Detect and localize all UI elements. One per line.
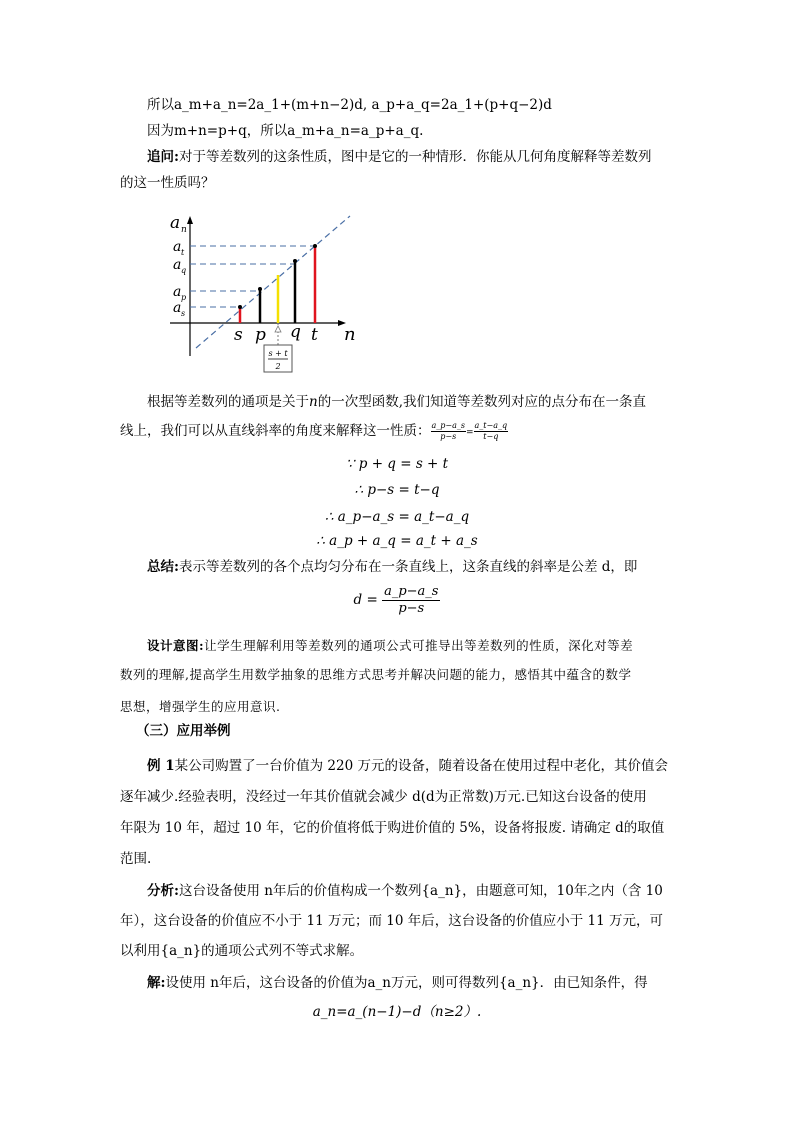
- example-label: 例 1: [147, 758, 175, 774]
- slope-frac-1: [431, 421, 466, 442]
- example-line-2: 逐年减少.经验表明，没经过一年其价值就会减少 d(d为正常数)万元.已知这台设备的使用: [120, 789, 647, 805]
- analysis-label: 分析:: [147, 883, 179, 899]
- point-s: [238, 305, 242, 309]
- explain-line-2: [120, 421, 680, 443]
- x-label-q: q: [290, 322, 301, 342]
- arithmetic-sequence-figure: [160, 210, 370, 375]
- formula-lhs: d =: [353, 592, 378, 608]
- sequence-line: [196, 216, 350, 348]
- solution-text-1: 设使用 n年后，这台设备的价值为a_n万元，则可得数列{a_n}．由已知条件，得: [165, 975, 648, 991]
- example-text-1: 某公司购置了一台价值为 220 万元的设备，随着设备在使用过程中老化，其价值会: [174, 758, 668, 774]
- design-text-1: 让学生理解利用等差数列的通项公式可推导出等差数列的性质，深化对等差: [204, 638, 634, 653]
- slope-num-1: a_p−a_s: [431, 421, 465, 430]
- example-line-3: 年限为 10 年，超过 10 年，它的价值将低于购进价值的 5%，设备将报废. 请确定 d的取值: [120, 820, 665, 836]
- question-line-1: [147, 147, 707, 167]
- solution-line-1: [147, 973, 707, 993]
- y-axis-title: a: [170, 213, 181, 233]
- point-t: [313, 244, 317, 248]
- midpoint-denominator: 2: [275, 362, 281, 371]
- solution-recurrence: a_n=a_(n−1)−d（n≥2）.: [312, 1004, 482, 1020]
- explain-text-b: 的一次型函数,我们知道等差数列对应的点分布在一条直: [317, 394, 646, 410]
- y-axis-arrow: [187, 216, 193, 224]
- analysis-line-1: [147, 881, 707, 901]
- question-text-1: 对于等差数列的这条性质，图中是它的一种情形．你能从几何角度解释等差数列: [178, 149, 652, 165]
- analysis-line-2: 年），这台设备的价值应不小于 11 万元；而 10 年后，这台设备的价值应小于 11 万元，可: [120, 913, 664, 929]
- slope-num-2: a_t−a_q: [474, 421, 508, 430]
- x-label-s: s: [234, 325, 243, 345]
- step-4: ∴ a_p + a_q = a_t + a_s: [316, 533, 478, 549]
- midpoint-numerator: s + t: [268, 349, 288, 358]
- label-at: a: [173, 239, 182, 255]
- analysis-text-1: 这台设备使用 n年后的价值构成一个数列{a_n}，由题意可知，10年之内（含 10: [178, 883, 663, 899]
- question-label: 追问:: [147, 149, 179, 165]
- step-1: ∵ p + q = s + t: [345, 456, 449, 472]
- label-aq-sub: q: [181, 266, 187, 275]
- slope-eq: =: [465, 428, 474, 438]
- slope-den-2: t−q: [483, 432, 499, 441]
- formula-num: a_p−a_s: [384, 584, 439, 599]
- design-label: 设计意图:: [147, 638, 205, 653]
- analysis-line-3: 以利用{a_n}的通项公式列不等式求解。: [120, 943, 364, 959]
- section-heading: （三）应用举例: [136, 723, 231, 739]
- summary-label: 总结:: [147, 559, 179, 575]
- step-2: ∴ p−s = t−q: [354, 482, 440, 498]
- label-as-sub: s: [181, 309, 186, 318]
- design-line-2: 数列的理解,提高学生用数学抽象的思维方式思考并解决问题的能力，感悟其中蕴含的数学: [120, 667, 632, 682]
- equal-sum-line: 因为m+n=p+q，所以a_m+a_n=a_p+a_q.: [147, 123, 424, 139]
- label-ap-sub: p: [181, 293, 187, 302]
- question-line-2: 的这一性质吗？: [120, 175, 215, 191]
- formula-frac: [382, 584, 440, 617]
- slope-den-1: p−s: [440, 432, 457, 441]
- x-label-p: p: [255, 325, 266, 345]
- mid-pointer-arrow: [275, 326, 281, 332]
- example-line-1: [147, 756, 707, 776]
- x-axis-title: n: [344, 324, 356, 345]
- label-as: a: [173, 300, 182, 316]
- explain-n: n: [309, 394, 318, 410]
- point-p: [258, 287, 262, 291]
- y-axis-title-sub: n: [181, 225, 187, 235]
- x-label-t: t: [311, 325, 318, 345]
- summary-line: [147, 557, 707, 577]
- label-ap: a: [173, 284, 182, 300]
- explain-line-1: [147, 392, 707, 412]
- point-q: [293, 259, 297, 263]
- summary-text: 表示等差数列的各个点均匀分布在一条直线上，这条直线的斜率是公差 d，即: [178, 559, 638, 575]
- slope-formula: [0, 584, 794, 617]
- slope-frac-2: [474, 421, 509, 442]
- step-3: ∴ a_p−a_s = a_t−a_q: [324, 509, 470, 525]
- design-line-3: 思想，增强学生的应用意识.: [120, 699, 281, 714]
- label-aq: a: [173, 257, 182, 273]
- label-at-sub: t: [181, 248, 185, 257]
- formula-den: p−s: [398, 601, 425, 616]
- explain-text-a: 根据等差数列的通项是关于: [147, 394, 309, 410]
- example-line-4: 范围.: [120, 851, 152, 867]
- sum-relation-line: 所以a_m+a_n=2a_1+(m+n−2)d, a_p+a_q=2a_1+(p+q−2)d: [147, 97, 552, 113]
- design-line-1: [147, 636, 707, 656]
- solution-label: 解:: [147, 975, 166, 991]
- explain-text-c: 线上，我们可以从直线斜率的角度来解释这一性质：: [120, 423, 431, 439]
